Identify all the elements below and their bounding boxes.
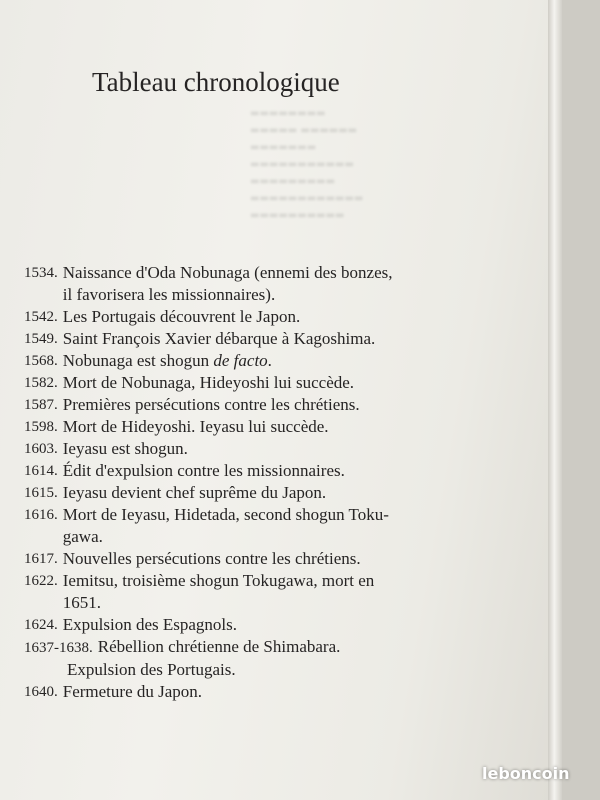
entry-text-continuation: Expulsion des Portugais. <box>67 660 236 679</box>
entry-text: Premières persécutions contre les chrétiens. <box>62 395 360 414</box>
background-surface <box>562 0 600 800</box>
entry-text: Mort de Nobunaga, Hideyoshi lui succède. <box>62 373 355 392</box>
entry-text-line: Naissance d'Oda Nobunaga (ennemi des bonzes, <box>62 263 393 282</box>
chronology-entry <box>24 614 514 636</box>
chronology-entry <box>24 636 514 681</box>
entry-year: 1637-1638. <box>24 640 93 656</box>
entry-text <box>63 350 514 372</box>
entry-text-line: Nobunaga est shogun <box>62 351 210 370</box>
chronology-entry <box>24 438 514 460</box>
entry-year: 1549. <box>24 331 58 347</box>
entry-year: 1640. <box>24 684 58 700</box>
chronology-entry <box>24 262 514 306</box>
chronology-entry <box>24 372 514 394</box>
entry-text <box>63 570 514 614</box>
page-title: Tableau chronologique <box>92 67 340 97</box>
entry-text: Expulsion des Espagnols. <box>62 615 237 634</box>
entry-year: 1534. <box>24 265 58 281</box>
chronology-entry <box>24 328 514 350</box>
entry-text-continuation: 1651. <box>62 593 101 612</box>
entry-year: 1598. <box>24 419 58 435</box>
chronology-entry <box>24 548 514 570</box>
chronology-entry <box>24 681 514 703</box>
entry-text-italic: de facto <box>213 351 268 370</box>
entry-year: 1615. <box>24 485 58 501</box>
chronology-entry <box>24 460 514 482</box>
entry-year: 1542. <box>24 309 58 325</box>
entry-text: Ieyasu devient chef suprême du Japon. <box>62 483 327 502</box>
entry-text: Les Portugais découvrent le Japon. <box>62 307 301 326</box>
entry-text: Nouvelles persécutions contre les chrétiens. <box>62 549 361 568</box>
chronology-entry <box>24 306 514 328</box>
entry-text <box>63 262 514 306</box>
entry-text <box>63 504 514 548</box>
chronology-entry <box>24 482 514 504</box>
entry-text-continuation: gawa. <box>62 527 103 546</box>
page-edge <box>548 0 562 800</box>
leboncoin-watermark: leboncoin <box>482 764 570 783</box>
entry-year: 1614. <box>24 463 58 479</box>
chronology-entry <box>24 416 514 438</box>
entry-year: 1582. <box>24 375 58 391</box>
entry-text: Édit d'expulsion contre les missionnaires. <box>62 461 345 480</box>
entry-text: Rébellion chrétienne de Shimabara. <box>97 637 341 656</box>
entry-year: 1622. <box>24 573 58 589</box>
chronology-entry <box>24 394 514 416</box>
entry-text-line: Mort de Ieyasu, Hidetada, second shogun Toku- <box>62 505 389 524</box>
entry-year: 1568. <box>24 353 58 369</box>
entry-text-continuation: il favorisera les missionnaires). <box>62 285 276 304</box>
entry-text: Mort de Hideyoshi. Ieyasu lui succède. <box>62 417 329 436</box>
entry-year: 1587. <box>24 397 58 413</box>
entry-year: 1617. <box>24 551 58 567</box>
entry-year: 1603. <box>24 441 58 457</box>
chronology-list <box>24 262 514 703</box>
chronology-entry <box>24 350 514 372</box>
entry-year: 1616. <box>24 507 58 523</box>
entry-text: Saint François Xavier débarque à Kagoshima. <box>62 329 376 348</box>
chronology-entry <box>24 570 514 614</box>
entry-year: 1624. <box>24 617 58 633</box>
entry-text: Ieyasu est shogun. <box>62 439 188 458</box>
entry-text-line: Iemitsu, troisième shogun Tokugawa, mort en <box>62 571 375 590</box>
chronology-entry <box>24 504 514 548</box>
entry-text: Fermeture du Japon. <box>62 682 203 701</box>
entry-text-end: . <box>267 351 272 370</box>
